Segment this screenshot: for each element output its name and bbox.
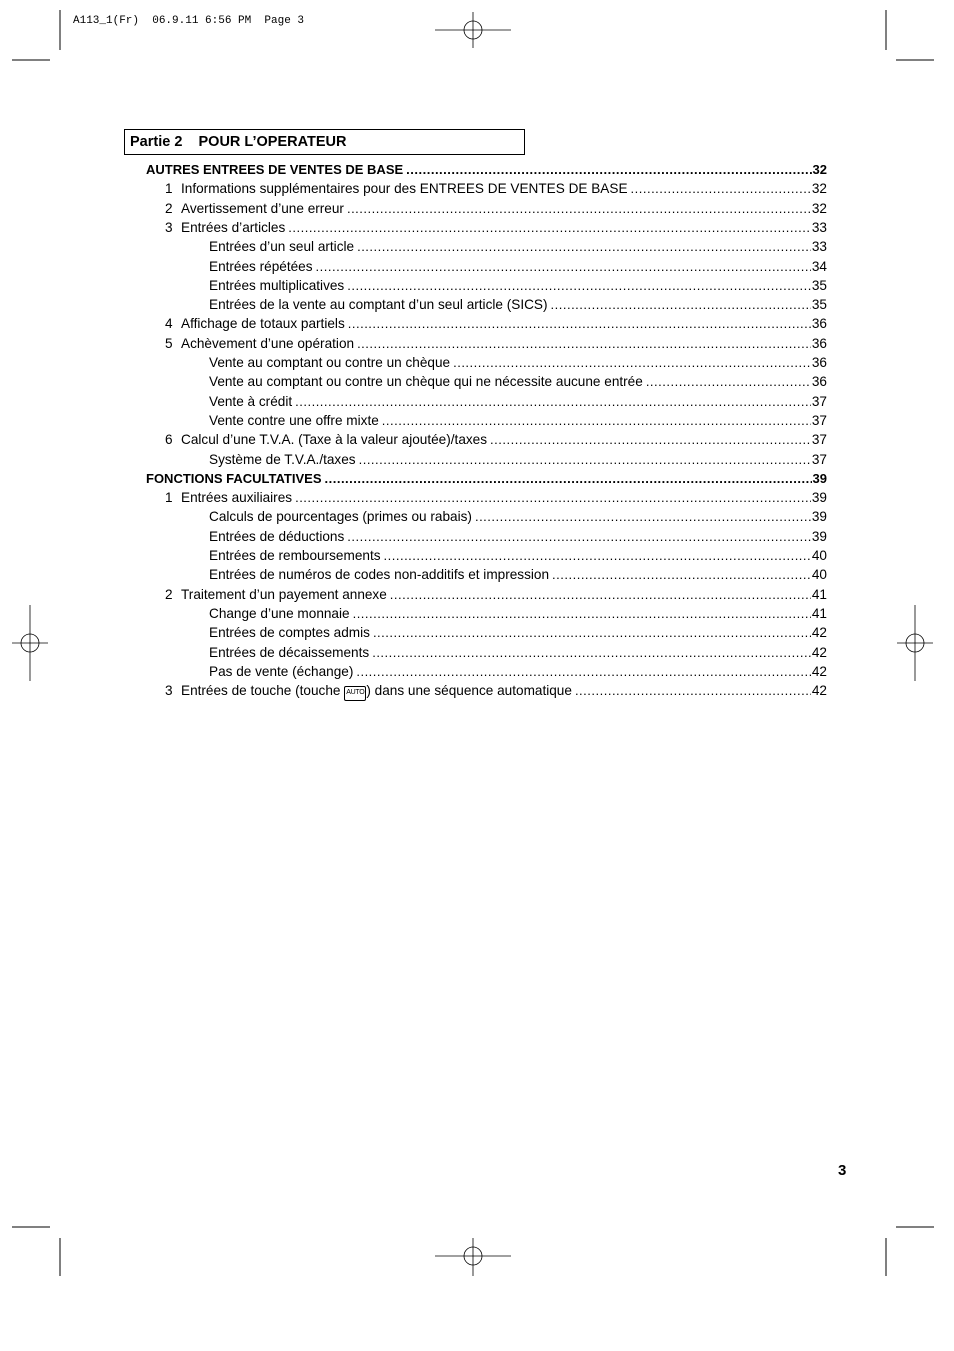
toc-leader-dots — [295, 392, 811, 411]
toc-entry — [209, 565, 827, 584]
toc-entry — [209, 295, 827, 314]
toc-entry-page: 32 — [811, 181, 827, 197]
toc-entry — [209, 604, 827, 623]
toc-entry-label: Vente au comptant ou contre un chèque — [209, 355, 451, 370]
toc-entry — [209, 450, 827, 469]
toc-entry-label: Vente au comptant ou contre un chèque qui ne nécessite aucune entrée — [209, 374, 643, 390]
toc-entry — [209, 527, 827, 546]
toc-entry-number: 1 — [165, 181, 173, 197]
toc-entry — [209, 643, 827, 662]
toc-entry — [209, 411, 827, 430]
toc-entry-label: Entrées multiplicatives — [209, 277, 345, 293]
toc-entry — [165, 199, 827, 218]
toc-leader-dots — [347, 199, 811, 218]
toc-entry-page: 34 — [811, 258, 827, 274]
toc-entry — [165, 488, 827, 507]
toc-entry-label: FONCTIONS FACULTATIVES — [146, 470, 322, 486]
toc-entry — [165, 314, 827, 333]
toc-entry — [165, 430, 827, 449]
toc-entry-page: 32 — [812, 162, 827, 177]
toc-entry-label: Calculs de pourcentages (primes ou rabais) — [209, 509, 472, 525]
toc-leader-dots — [357, 334, 811, 353]
toc-entry-label: Pas de vente (échange) — [209, 663, 354, 679]
toc-entry-number: 3 — [165, 219, 173, 235]
toc-entry-label: Entrées de décaissements — [209, 644, 370, 660]
toc-entry-label: Entrées auxiliaires — [181, 490, 293, 506]
toc-leader-dots — [631, 179, 811, 198]
toc-entry-label: Entrées de remboursements — [209, 548, 381, 563]
toc-leader-dots — [356, 662, 811, 681]
toc-entry — [209, 353, 827, 372]
toc-entry-page: 40 — [811, 567, 827, 583]
toc-leader-dots — [347, 276, 811, 295]
auto-key-icon: AUTO — [344, 686, 366, 701]
toc-leader-dots — [373, 623, 811, 642]
toc-entry-number: 2 — [165, 586, 173, 602]
toc-entry — [146, 469, 827, 488]
toc-entry-page: 39 — [811, 528, 827, 544]
toc-entry-label: AUTRES ENTREES DE VENTES DE BASE — [146, 162, 404, 177]
toc-entry-number: 6 — [165, 432, 173, 448]
toc-leader-dots — [475, 507, 811, 526]
toc-entry-page: 35 — [811, 277, 827, 293]
toc-leader-dots — [551, 295, 811, 314]
toc-entry-label: Entrées de touche (touche AUTO ) dans une séquence automatique — [181, 681, 572, 701]
toc-entry — [209, 392, 827, 411]
toc-leader-dots — [347, 527, 811, 546]
toc-entry-page: 32 — [811, 200, 827, 216]
toc-entry-number: 1 — [165, 490, 173, 506]
toc-entry-label: Entrées de comptes admis — [209, 625, 370, 641]
section-header: Partie 2 POUR L’OPERATEUR — [124, 129, 525, 155]
toc-entry — [165, 585, 827, 604]
printer-slug: A113_1(Fr) 06.9.11 6:56 PM Page 3 — [73, 15, 305, 27]
toc-leader-dots — [295, 488, 811, 507]
toc-entry-page: 33 — [811, 219, 827, 235]
toc-entry — [209, 372, 827, 391]
toc-entry — [209, 662, 827, 681]
page-number: 3 — [838, 1162, 847, 1179]
toc-entry-label: Entrées de déductions — [209, 528, 345, 544]
toc-entry — [165, 179, 827, 198]
toc-entry-page: 39 — [811, 490, 827, 506]
toc-leader-dots — [353, 604, 811, 623]
toc-entry — [209, 546, 827, 565]
toc-entry-page: 40 — [811, 548, 827, 563]
toc-entry-label: Entrées d’un seul article — [209, 239, 355, 255]
toc-entry-label: Avertissement d’une erreur — [181, 200, 344, 216]
toc-entry-number: 4 — [165, 316, 173, 332]
toc-leader-dots — [325, 469, 812, 488]
toc-entry — [209, 237, 827, 256]
toc-entry — [146, 160, 827, 179]
toc-entry-page: 42 — [811, 683, 827, 699]
toc-leader-dots — [453, 353, 811, 372]
toc-entry — [209, 257, 827, 276]
toc-entry-page: 36 — [811, 355, 827, 370]
toc-leader-dots — [575, 681, 811, 700]
toc-entry-label: Change d’une monnaie — [209, 605, 350, 621]
toc-leader-dots — [359, 450, 811, 469]
toc-entry-label: Affichage de totaux partiels — [181, 316, 345, 332]
toc-entry-label: Entrées de numéros de codes non-additifs et impression — [209, 567, 550, 583]
toc-entry — [165, 681, 827, 700]
toc-entry-label: Vente contre une offre mixte — [209, 412, 379, 428]
toc-entry-page: 36 — [811, 316, 827, 332]
toc-entry-page: 41 — [811, 605, 827, 621]
toc-leader-dots — [406, 160, 811, 179]
toc-leader-dots — [348, 314, 811, 333]
toc-entry-label: Traitement d’un payement annexe — [181, 586, 387, 602]
toc-entry-page: 39 — [811, 509, 827, 525]
toc-entry-label: Vente à crédit — [209, 393, 293, 409]
toc-entry-page: 37 — [811, 412, 827, 428]
toc-entry-page: 37 — [811, 393, 827, 409]
toc-entry — [209, 507, 827, 526]
toc-entry — [209, 276, 827, 295]
toc-entry-page: 41 — [811, 586, 827, 602]
toc-entry-label: Entrées de la vente au comptant d’un seul article (SICS) — [209, 297, 548, 313]
toc-entry-page: 33 — [811, 239, 827, 255]
toc-entry — [165, 334, 827, 353]
toc-entry-number: 2 — [165, 200, 173, 216]
toc-entry-page: 37 — [811, 451, 827, 467]
toc-leader-dots — [382, 411, 811, 430]
toc-entry-page: 39 — [812, 470, 827, 486]
toc-leader-dots — [384, 546, 811, 565]
toc-leader-dots — [552, 565, 811, 584]
toc-entry-page: 42 — [811, 663, 827, 679]
toc-entry-page: 36 — [811, 335, 827, 351]
toc-leader-dots — [372, 643, 811, 662]
toc-entry-label: Système de T.V.A./taxes — [209, 451, 356, 467]
toc-entry-page: 42 — [811, 644, 827, 660]
toc-entry-label: Calcul d’une T.V.A. (Taxe à la valeur ajoutée)/taxes — [181, 432, 488, 448]
toc-entry-number: 3 — [165, 683, 173, 699]
toc-entry-label: Entrées d’articles — [181, 219, 286, 235]
toc-entry-page: 35 — [811, 297, 827, 313]
toc-entry — [165, 218, 827, 237]
toc-leader-dots — [357, 237, 811, 256]
toc-entry-page: 37 — [811, 432, 827, 448]
toc-entry-page: 42 — [811, 625, 827, 641]
toc-entry-page: 36 — [811, 374, 827, 390]
toc-leader-dots — [490, 430, 811, 449]
toc-leader-dots — [646, 372, 811, 391]
toc-entry-number: 5 — [165, 335, 173, 351]
toc-entry-label: Entrées répétées — [209, 258, 313, 274]
toc-entry-label: Informations supplémentaires pour des ENTREES DE VENTES DE BASE — [181, 181, 628, 197]
toc-leader-dots — [390, 585, 811, 604]
toc-entry-label: Achèvement d’une opération — [181, 335, 355, 351]
toc-leader-dots — [288, 218, 811, 237]
toc-entry — [209, 623, 827, 642]
toc-leader-dots — [316, 257, 811, 276]
